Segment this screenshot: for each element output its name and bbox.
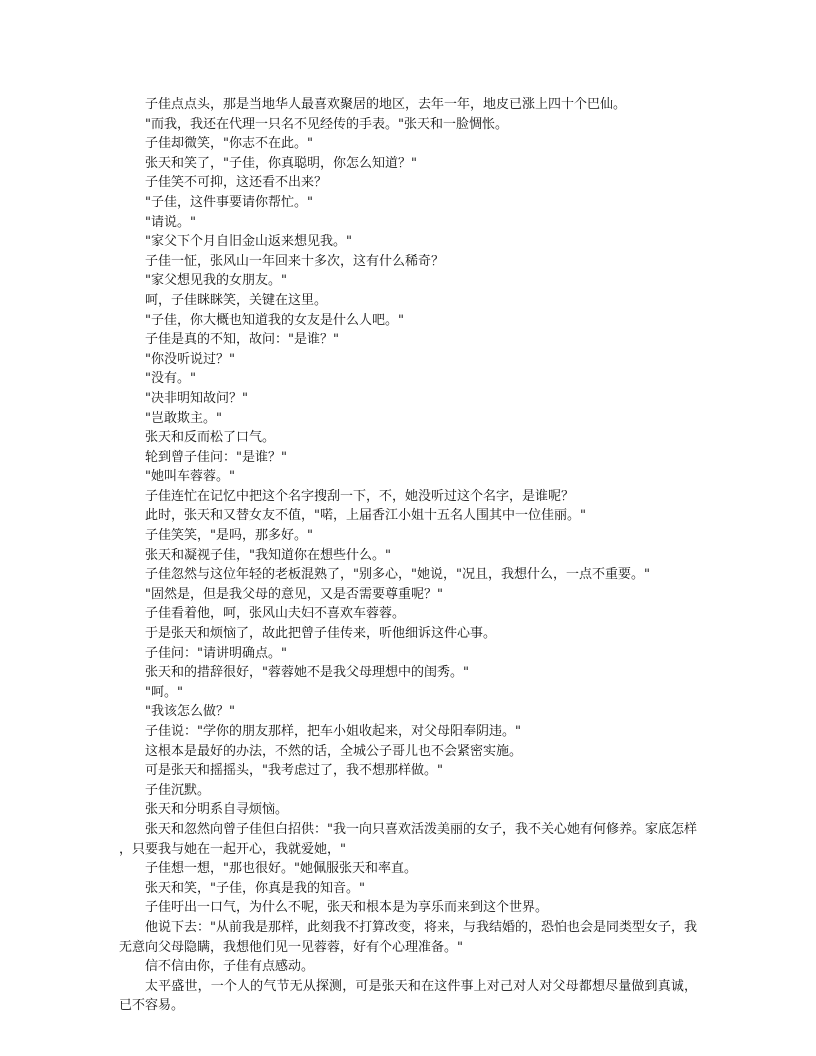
paragraph: 信不信由你，子佳有点感动。 (145, 959, 315, 975)
paragraph: "你没听说过？" (145, 351, 235, 367)
paragraph: "固然是，但是我父母的意见，又是否需要尊重呢？" (145, 586, 443, 602)
paragraph: 于是张天和烦恼了，故此把曾子佳传来，听他细诉这件心事。 (145, 626, 497, 642)
paragraph: 张天和分明系自寻烦恼。 (145, 802, 289, 818)
paragraph: 张天和的措辞很好，"蓉蓉她不是我父母理想中的闺秀。" (145, 665, 469, 681)
paragraph: 此时，张天和又替女友不值，"喏，上届香江小姐十五名人围其中一位佳丽。" (145, 508, 586, 524)
paragraph: 张天和笑了，"子佳，你真聪明，你怎么知道？" (145, 155, 417, 171)
paragraph: 太平盛世，一个人的气节无从探测，可是张天和在这件事上对己对人对父母都想尽量做到真诚，已不容易。 (119, 978, 697, 1014)
paragraph: 子佳忽然与这位年轻的老板混熟了，"别多心，"她说，"况且，我想什么，一点不重要。" (145, 567, 650, 583)
paragraph: "家父下个月自旧金山返来想见我。" (145, 234, 352, 250)
paragraph: "家父想见我的女朋友。" (145, 273, 287, 289)
paragraph: "我该怎么做？" (145, 704, 235, 720)
paragraph: 子佳沉默。 (145, 782, 211, 798)
paragraph: "岂敢欺主。" (145, 410, 222, 426)
paragraph: 子佳是真的不知，故问："是谁？" (145, 332, 339, 348)
paragraph: 子佳说："学你的朋友那样，把车小姐收起来，对父母阳奉阴违。" (145, 724, 521, 739)
paragraph: "请说。" (145, 214, 196, 230)
paragraph: 呵，子佳眯眯笑，关键在这里。 (145, 292, 328, 308)
paragraph: 这根本是最好的办法，不然的话，全城公子哥儿也不会紧密实施。 (145, 743, 523, 759)
paragraph: 子佳一怔，张风山一年回来十多次，这有什么稀奇？ (145, 253, 445, 269)
paragraph: "子佳，你大概也知道我的女友是什么人吧。" (145, 312, 404, 328)
paragraph: 他说下去："从前我是那样，此刻我不打算改变，将来，与我结婚的，恐怕也会是同类型女子，我无意向父母隐瞒，我想他们见一见蓉蓉，好有个心理准备。" (119, 919, 697, 955)
paragraph: 子佳却微笑，"你志不在此。" (145, 136, 313, 152)
paragraph: "子佳，这件事要请你帮忙。" (145, 194, 313, 210)
paragraph: "她叫车蓉蓉。" (145, 469, 235, 485)
paragraph: 子佳点点头，那是当地华人最喜欢聚居的地区，去年一年，地皮已涨上四十个巴仙。 (145, 97, 627, 112)
paragraph: "呵。" (145, 684, 183, 700)
paragraph: "决非明知故问？" (145, 390, 248, 406)
paragraph: 可是张天和摇摇头，"我考虑过了，我不想那样做。" (145, 763, 443, 779)
paragraph: 子佳看着他，呵，张风山夫妇不喜欢车蓉蓉。 (145, 606, 406, 622)
paragraph: 张天和忽然向曾子佳但白招供："我一向只喜欢活泼美丽的女子，我不关心她有何修养。家底怎样，只要我与她在一起开心，我就爱她，" (119, 821, 697, 857)
paragraph: 子佳笑不可抑，这还看不出来？ (145, 175, 328, 191)
paragraph: "没有。" (145, 371, 196, 387)
paragraph: 轮到曾子佳问："是谁？" (145, 449, 287, 465)
paragraph: 子佳笑笑，"是吗，那多好。" (145, 528, 313, 544)
document-body (119, 95, 697, 1016)
paragraph: 子佳想一想，"那也很好。"她佩服张天和率直。 (145, 861, 417, 877)
paragraph: 子佳吁出一口气，为什么不呢，张天和根本是为享乐而来到这个世界。 (145, 900, 549, 916)
paragraph: 子佳连忙在记忆中把这个名字搜刮一下，不，她没听过这个名字，是谁呢？ (145, 488, 575, 504)
paragraph: 子佳问："请讲明确点。" (145, 645, 287, 661)
paragraph: 张天和反而松了口气。 (145, 430, 276, 446)
paragraph: 张天和笑，"子佳，你真是我的知音。" (145, 880, 365, 896)
paragraph: "而我，我还在代理一只名不见经传的手表。"张天和一脸惆怅。 (145, 116, 508, 132)
paragraph: 张天和凝视子佳，"我知道你在想些什么。" (145, 547, 391, 563)
